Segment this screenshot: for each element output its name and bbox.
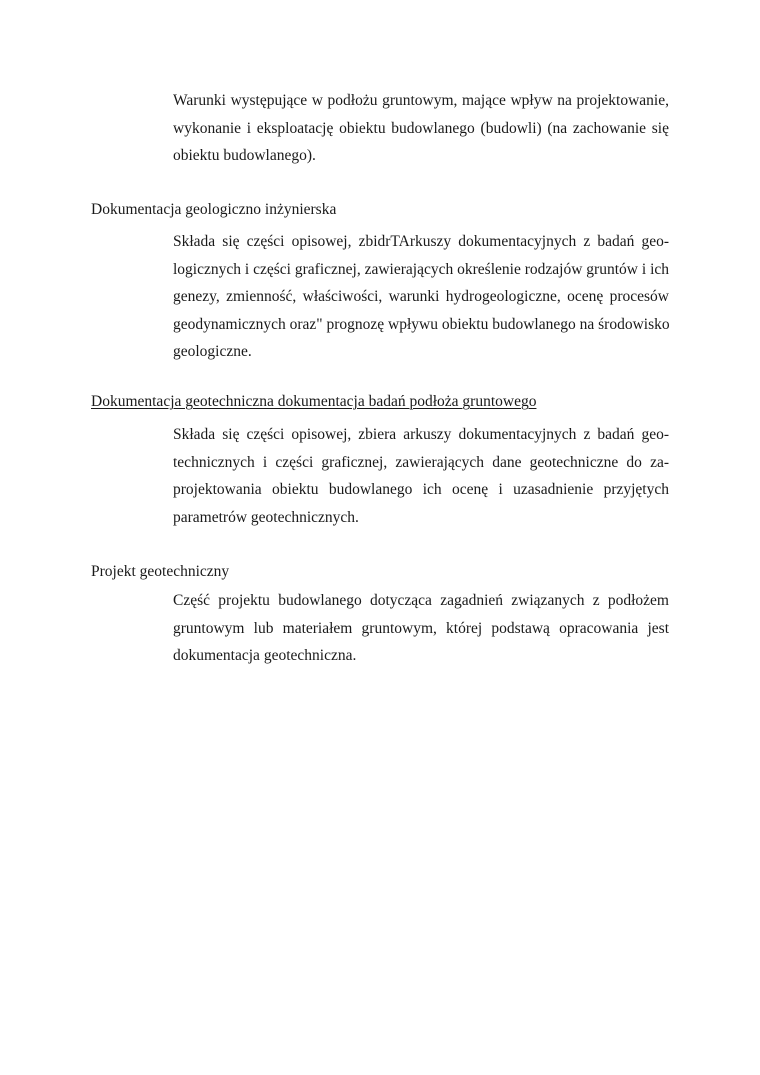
text-line: parametrów geotechnicznych. [173, 508, 359, 526]
text-line: geologiczne. [173, 343, 252, 360]
text-line: gruntowym lub materiałem gruntowym, której podstawą opracowania jest [173, 619, 669, 637]
text-line: geodynamicznych oraz" prognozę wpływu obiektu budowlanego na środowisko [173, 315, 670, 333]
text-line: dokumentacja geotechniczna. [173, 647, 357, 664]
section-paragraph-geological-documentation [173, 228, 669, 366]
section-heading-geological-documentation: Dokumentacja geologiczno inżynierska [91, 201, 337, 218]
text-line: logicznych i części graficznej, zawierających określenie rodzajów gruntów i ich [173, 260, 669, 278]
text-line: wykonanie i eksploatację obiektu budowlanego (budowli) (na zachowanie się [173, 119, 669, 137]
text-line: Część projektu budowlanego dotycząca zagadnień związanych z podłożem [173, 592, 669, 609]
section-heading-geotechnical-project: Projekt geotechniczny [91, 563, 230, 580]
text-line: Warunki występujące w podłożu gruntowym, mające wpływ na projektowanie, [173, 92, 669, 109]
section-heading-geotechnical-documentation: Dokumentacja geotechniczna dokumentacja badań podłoża gruntowego [91, 393, 537, 410]
intro-paragraph [173, 87, 669, 170]
text-line: Składa się części opisowej, zbiera arkuszy dokumentacyjnych z badań geo- [173, 426, 669, 443]
text-line: obiektu budowlanego). [173, 147, 316, 164]
text-line: projektowania obiektu budowlanego ich ocenę i uzasadnienie przyjętych [173, 481, 669, 498]
text-line: genezy, zmienność, właściwości, warunki hydrogeologiczne, ocenę procesów [173, 288, 669, 305]
text-line: technicznych i części graficznej, zawierających dane geotechniczne do za- [173, 453, 669, 471]
text-line: Składa się części opisowej, zbidrTArkuszy dokumentacyjnych z badań geo- [173, 233, 669, 250]
section-paragraph-geotechnical-project [173, 587, 669, 670]
section-paragraph-geotechnical-documentation [173, 421, 669, 531]
